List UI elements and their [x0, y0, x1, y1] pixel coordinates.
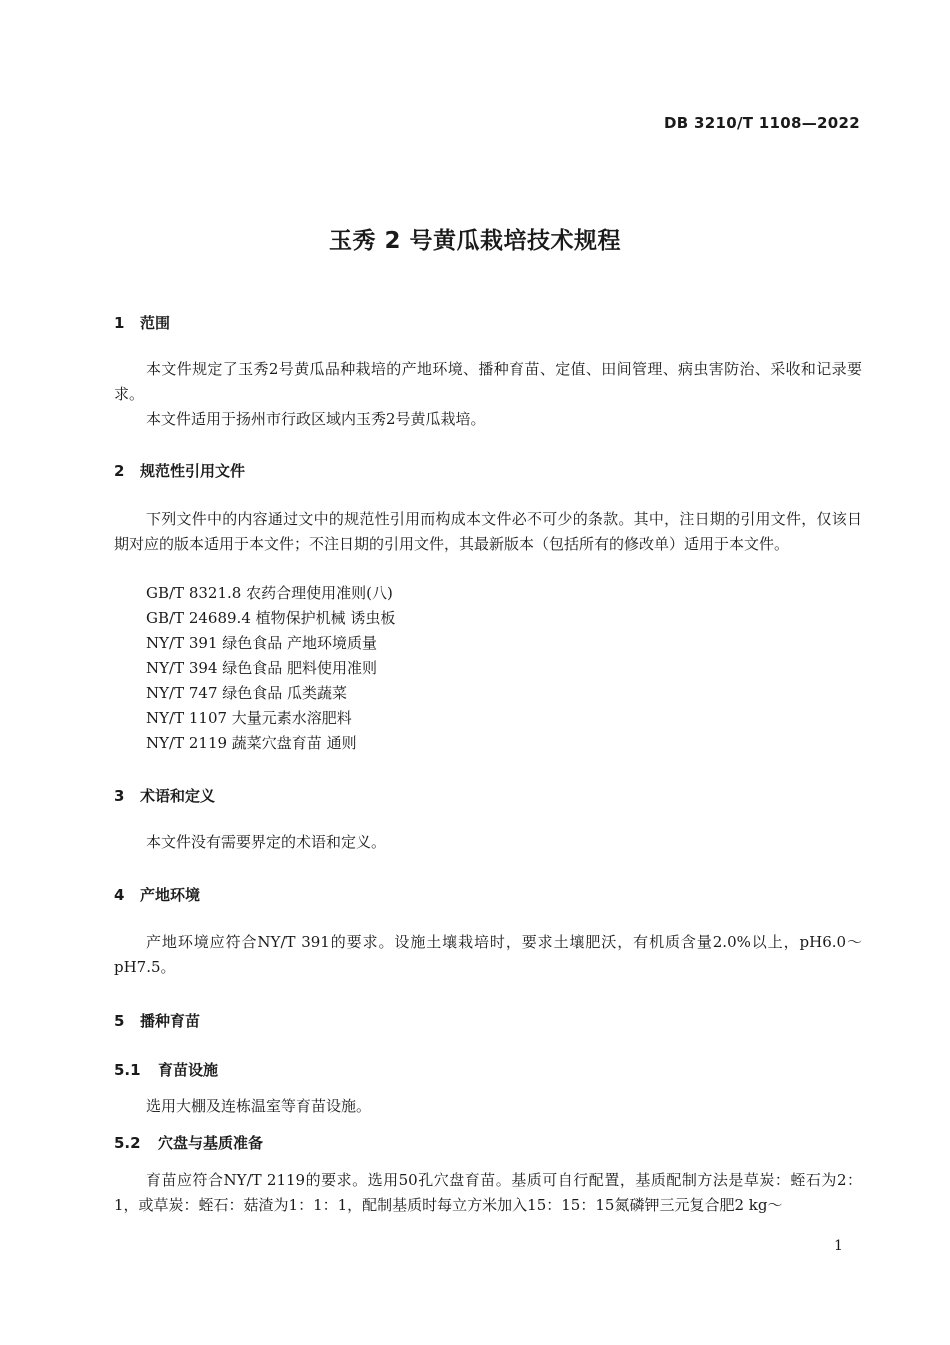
- section-title: 播种育苗: [140, 1012, 201, 1030]
- section-number: 2: [114, 462, 125, 480]
- paragraph: 育苗应符合NY/T 2119的要求。选用50孔穴盘育苗。基质可自行配置，基质配制方法是草炭：蛭石为2：1，或草炭：蛭石：菇渣为1：1：1，配制基质时每立方米加入15：15：15氮磷钾三元复合肥2 kg～: [114, 1171, 862, 1214]
- document-title: 玉秀 2 号黄瓜栽培技术规程: [328, 228, 622, 254]
- section-number: 1: [114, 314, 125, 332]
- paragraph: 本文件规定了玉秀2号黄瓜品种栽培的产地环境、播种育苗、定值、田间管理、病虫害防治、采收和记录要求。: [114, 360, 862, 403]
- subsection-number: 5.1: [114, 1061, 141, 1079]
- section-title: 产地环境: [140, 886, 201, 904]
- subsection-number: 5.2: [114, 1134, 141, 1152]
- paragraph: 下列文件中的内容通过文中的规范性引用而构成本文件必不可少的条款。其中，注日期的引用文件，仅该日期对应的版本适用于本文件；不注日期的引用文件，其最新版本（包括所有的修改单）适用于本文件。: [114, 510, 862, 553]
- section-number: 3: [114, 787, 125, 805]
- section-4-heading: [114, 884, 200, 905]
- section-title: 规范性引用文件: [140, 462, 246, 480]
- reference-item: NY/T 394 绿色食品 肥料使用准则: [146, 659, 378, 677]
- subsection-5-1-heading: [114, 1059, 218, 1080]
- subsection-title: 育苗设施: [158, 1061, 219, 1079]
- section-number: 4: [114, 886, 125, 904]
- standard-code: DB 3210/T 1108—2022: [664, 114, 860, 132]
- paragraph: 产地环境应符合NY/T 391的要求。设施土壤栽培时，要求土壤肥沃，有机质含量2.0%以上，pH6.0～pH7.5。: [114, 933, 862, 976]
- paragraph: 本文件没有需要界定的术语和定义。: [146, 833, 387, 851]
- section-title: 术语和定义: [140, 787, 216, 805]
- section-3-heading: [114, 785, 215, 806]
- reference-item: NY/T 747 绿色食品 瓜类蔬菜: [146, 684, 348, 702]
- reference-item: NY/T 391 绿色食品 产地环境质量: [146, 634, 378, 652]
- subsection-title: 穴盘与基质准备: [158, 1134, 264, 1152]
- paragraph: 选用大棚及连栋温室等育苗设施。: [146, 1097, 372, 1115]
- reference-item: NY/T 2119 蔬菜穴盘育苗 通则: [146, 734, 357, 752]
- section-number: 5: [114, 1012, 125, 1030]
- section-5-heading: [114, 1010, 200, 1031]
- section-2-heading: [114, 460, 245, 481]
- reference-item: GB/T 24689.4 植物保护机械 诱虫板: [146, 609, 396, 627]
- reference-item: GB/T 8321.8 农药合理使用准则(八): [146, 584, 393, 602]
- reference-item: NY/T 1107 大量元素水溶肥料: [146, 709, 352, 727]
- section-1-heading: [114, 312, 170, 333]
- section-title: 范围: [140, 314, 171, 332]
- subsection-5-2-heading: [114, 1132, 263, 1153]
- page-number: 1: [834, 1238, 843, 1254]
- paragraph: 本文件适用于扬州市行政区域内玉秀2号黄瓜栽培。: [146, 410, 486, 428]
